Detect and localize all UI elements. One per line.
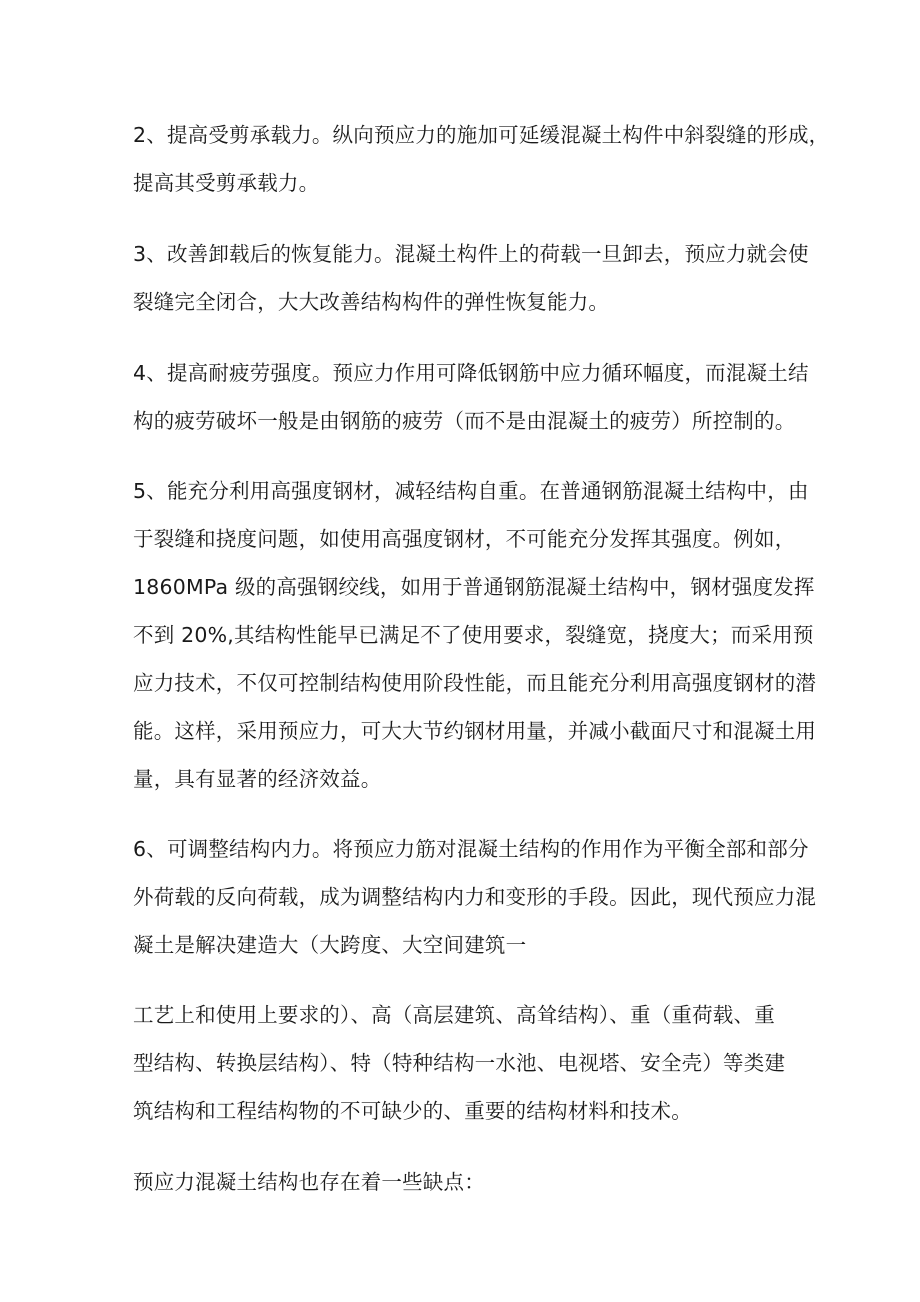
text-line: 型结构、转换层结构）、特（特种结构一水池、电视塔、安全壳）等类建 [133,1051,786,1075]
text-line: 3、改善卸载后的恢复能力。混凝土构件上的荷载一旦卸去，预应力就会使 [133,242,809,266]
text-line: 凝土是解决建造大（大跨度、大空间建筑一 [133,933,527,957]
text-line: 提高其受剪承载力。 [133,171,320,195]
paragraph-point-6 [133,825,823,969]
paragraph-point-5 [133,467,823,803]
paragraph-point-4 [133,349,823,445]
text-line: 外荷载的反向荷载，成为调整结构内力和变形的手段。因此，现代预应力混 [133,885,817,909]
text-line: 不到 20%,其结构性能早已满足不了使用要求，裂缝宽，挠度大；而采用预 [133,623,814,647]
text-line: 构的疲劳破坏一般是由钢筋的疲劳（而不是由混凝土的疲劳）所控制的。 [133,409,796,433]
text-line: 2、提高受剪承载力。纵向预应力的施加可延缓混凝土构件中斜裂缝的形成， [133,123,830,147]
text-line: 5、能充分利用高强度钢材，减轻结构自重。在普通钢筋混凝土结构中，由 [133,479,809,503]
text-line: 于裂缝和挠度问题，如使用高强度钢材，不可能充分发挥其强度。例如， [133,527,796,551]
paragraph-disadvantages-intro [133,1158,823,1206]
text-line: 筑结构和工程结构物的不可缺少的、重要的结构材料和技术。 [133,1099,692,1123]
text-line: 裂缝完全闭合，大大改善结构构件的弹性恢复能力。 [133,290,610,314]
text-line: 6、可调整结构内力。将预应力筋对混凝土结构的作用作为平衡全部和部分 [133,837,809,861]
paragraph-point-3 [133,230,823,326]
text-line: 应力技术，不仅可控制结构使用阶段性能，而且能充分利用高强度钢材的潜 [133,671,817,695]
paragraph-point-6-continued [133,991,823,1135]
text-line: 量，具有显著的经济效益。 [133,767,382,791]
text-line: 4、提高耐疲劳强度。预应力作用可降低钢筋中应力循环幅度，而混凝土结 [133,361,809,385]
text-line: 预应力混凝土结构也存在着一些缺点： [133,1170,485,1194]
text-line: 工艺上和使用上要求的）、高（高层建筑、高耸结构）、重（重荷载、重 [133,1003,775,1027]
text-line: 能。这样，采用预应力，可大大节约钢材用量，并减小截面尺寸和混凝土用 [133,719,817,743]
text-line: 1860MPa 级的高强钢绞线，如用于普通钢筋混凝土结构中，钢材强度发挥 [133,575,815,599]
paragraph-point-2 [133,111,830,207]
